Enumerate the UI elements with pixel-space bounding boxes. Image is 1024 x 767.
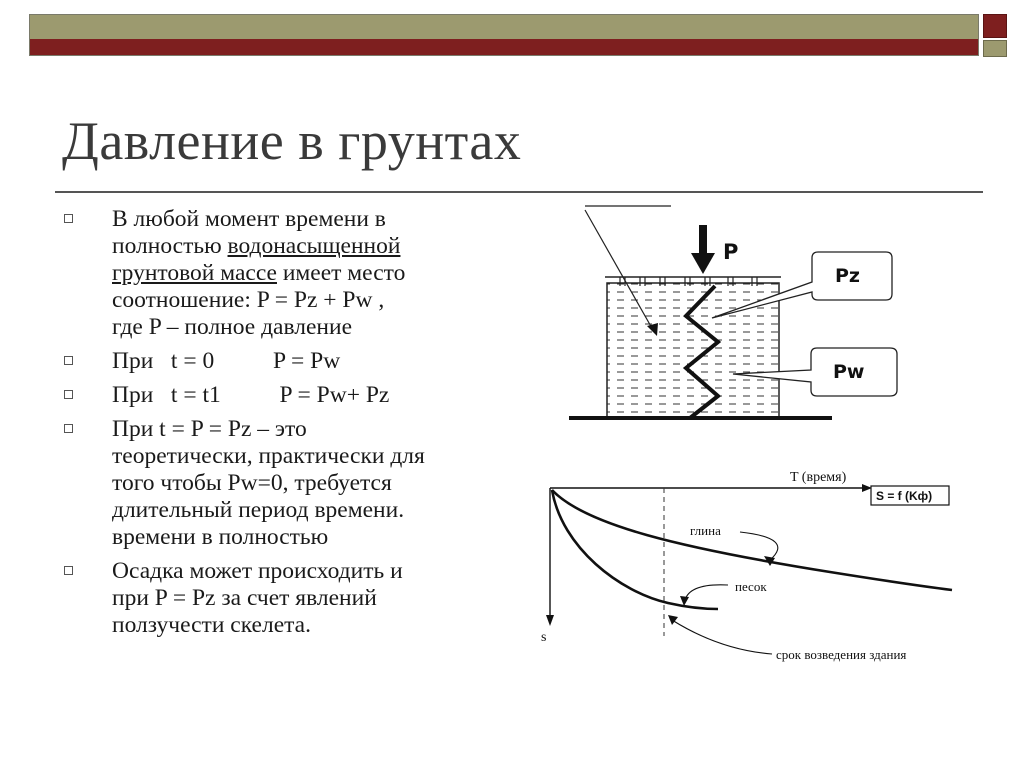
bullet-line: В любой момент времени в xyxy=(112,206,386,232)
underlined-text: грунтовой массе xyxy=(112,260,277,286)
pw-label: Pw xyxy=(833,361,865,383)
load-label: P xyxy=(723,240,739,264)
underlined-text: водонасыщенной xyxy=(227,233,401,259)
soil-container xyxy=(569,277,832,418)
bullet-line: того чтобы Pw=0, требуется xyxy=(112,470,392,496)
time-axis-label: T (время) xyxy=(790,470,847,485)
bullet-line: длительный период времени. xyxy=(112,497,405,523)
sand-label: песок xyxy=(735,579,767,594)
bullet-text: полностью xyxy=(112,233,228,259)
bullet-line: ползучести скелета. xyxy=(112,612,311,638)
bullet-text: имеет место xyxy=(276,260,406,286)
slide-title: Давление в грунтах xyxy=(62,111,522,171)
settlement-chart xyxy=(541,470,952,662)
bullet-line: Осадка может происходить и xyxy=(112,558,403,584)
clay-leader-line xyxy=(740,532,778,560)
sand-leader-line xyxy=(685,585,728,600)
construction-leader-line xyxy=(672,620,772,654)
settlement-axis-label: s xyxy=(541,630,547,645)
bullet-line: при P = Pz за счет явлений xyxy=(112,585,377,611)
pz-label: Pz xyxy=(835,265,860,287)
bullet-line: соотношение: P = Pz + Pw , xyxy=(112,287,385,313)
clay-label: глина xyxy=(690,523,721,538)
formula-label: S = f (Kф) xyxy=(876,489,933,503)
bullet-line: где P – полное давление xyxy=(112,314,353,340)
load-arrow-icon xyxy=(691,225,715,274)
settlement-axis-arrow-icon xyxy=(546,615,554,626)
construction-leader-arrow-icon xyxy=(668,615,678,625)
bullet-line: времени в полностью xyxy=(112,524,329,550)
bullet-line: При t = P = Pz – это xyxy=(112,416,307,442)
bullet-line: теоретически, практически для xyxy=(112,443,425,469)
construction-label: срок возведения здания xyxy=(776,647,907,662)
bullet-line: При t = t1 P = Pw+ Pz xyxy=(112,382,390,408)
bullet-line: При t = 0 P = Pw xyxy=(112,348,341,374)
